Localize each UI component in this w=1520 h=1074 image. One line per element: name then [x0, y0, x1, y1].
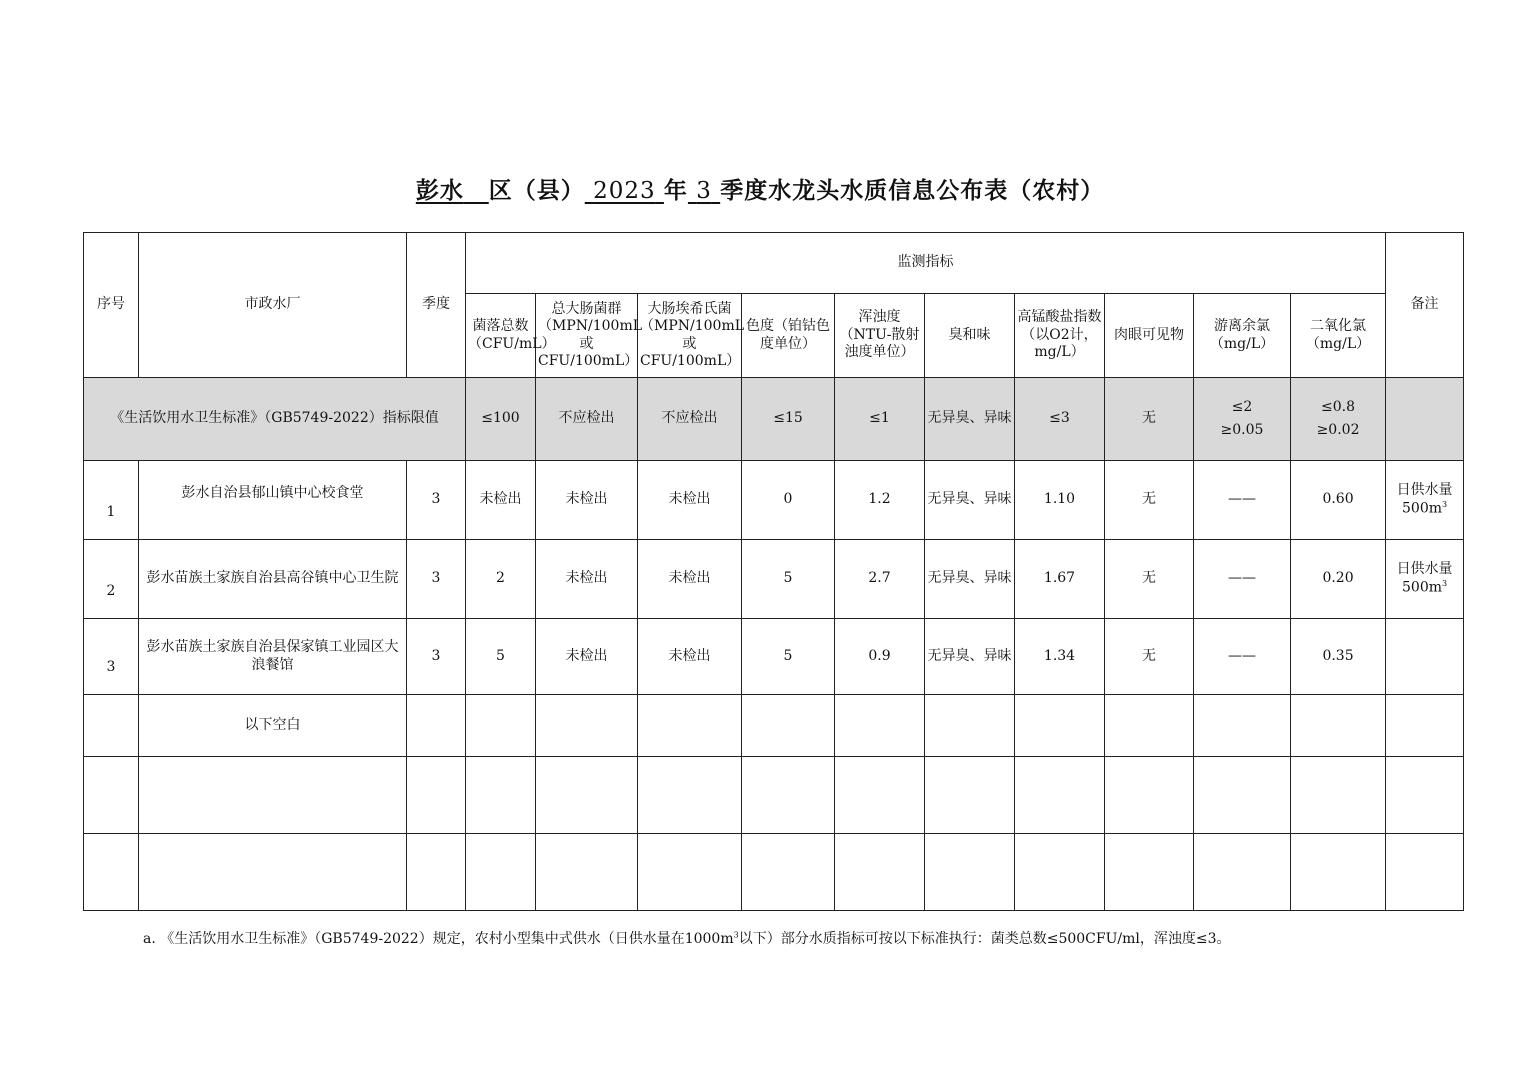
row-season: 3: [407, 540, 466, 619]
empty-cell: [139, 834, 407, 911]
header-indicator: 浑浊度（NTU-散射浊度单位）: [835, 294, 925, 378]
page-title: [0, 172, 1520, 205]
standard-free-chlorine: [1194, 378, 1291, 461]
empty-cell: [84, 757, 139, 834]
header-indicator: 菌落总数（CFU/mL）: [466, 294, 536, 378]
standard-chlorine-dioxide-max: ≤0.8: [1321, 398, 1356, 415]
empty-cell: [1386, 757, 1464, 834]
standard-chlorine-dioxide-min: ≥0.02: [1316, 422, 1360, 438]
footnote-text: a. 《生活饮用水卫生标准》（GB5749-2022）规定，农村小型集中式供水（日供水量在1000m: [143, 931, 734, 947]
row-plant-text: 彭水自治县郁山镇中心校食堂: [181, 485, 364, 502]
row-value: 5: [466, 619, 536, 695]
empty-cell: [835, 834, 925, 911]
title-quarter: 3: [696, 178, 712, 204]
header-seq: 序号: [84, 233, 139, 378]
header-indicator: 肉眼可见物: [1105, 294, 1194, 378]
header-indicator: 臭和味: [925, 294, 1015, 378]
title-part2: 年: [663, 177, 688, 204]
empty-cell: [466, 757, 536, 834]
empty-cell: [1015, 834, 1105, 911]
standard-value: ≤15: [742, 378, 835, 461]
empty-cell: [1291, 695, 1386, 757]
standard-chlorine-dioxide: [1291, 378, 1386, 461]
standard-value: ≤1: [835, 378, 925, 461]
table-row: [84, 619, 1464, 695]
table-row: [84, 540, 1464, 619]
footnote-text-end: 以下）部分水质指标可按以下标准执行：菌类总数≤500CFU/ml，浑浊度≤3。: [738, 931, 1231, 947]
header-remark: 备注: [1386, 233, 1464, 378]
row-value: ——: [1194, 461, 1291, 540]
empty-cell: [407, 695, 466, 757]
empty-cell: [742, 757, 835, 834]
row-value: 无: [1105, 540, 1194, 619]
standard-remark: [1386, 378, 1464, 461]
empty-cell: [84, 834, 139, 911]
standard-value: ≤100: [466, 378, 536, 461]
row-value: 0.20: [1291, 540, 1386, 619]
row-value: 未检出: [638, 540, 742, 619]
standard-free-chlorine-max: ≤2: [1231, 398, 1253, 415]
empty-cell: [1291, 757, 1386, 834]
empty-cell: [742, 834, 835, 911]
row-value: 未检出: [536, 619, 638, 695]
empty-cell: [1015, 695, 1105, 757]
row-value: 无异臭、异味: [925, 461, 1015, 540]
empty-row: [84, 757, 1464, 834]
title-year: 2023: [593, 178, 656, 204]
row-value: 无异臭、异味: [925, 619, 1015, 695]
water-quality-table: [83, 232, 1464, 911]
row-value: 0.9: [835, 619, 925, 695]
standard-value: ≤3: [1015, 378, 1105, 461]
empty-cell: [1105, 757, 1194, 834]
standard-free-chlorine-min: ≥0.05: [1220, 422, 1264, 438]
header-indicator: 色度（铂钴色度单位）: [742, 294, 835, 378]
superscript-3: 3: [1442, 499, 1448, 509]
row-remark-text: 日供水量500m: [1396, 482, 1453, 517]
row-value: 未检出: [638, 619, 742, 695]
empty-cell: [742, 695, 835, 757]
header-season: 季度: [407, 233, 466, 378]
title-part1: 区（县）: [488, 177, 585, 204]
header-monitor: 监测指标: [466, 233, 1386, 294]
header-indicator: 二氧化氯（mg/L）: [1291, 294, 1386, 378]
row-seq: 1: [84, 461, 139, 540]
row-value: 1.10: [1015, 461, 1105, 540]
empty-cell: [638, 834, 742, 911]
empty-cell: [407, 834, 466, 911]
empty-cell: [1105, 834, 1194, 911]
standard-value: 无: [1105, 378, 1194, 461]
empty-cell: [466, 834, 536, 911]
empty-cell: [638, 757, 742, 834]
header-indicator: 大肠埃希氏菌（MPN/100mL或CFU/100mL）: [638, 294, 742, 378]
empty-cell: [925, 757, 1015, 834]
standard-row: [84, 378, 1464, 461]
empty-cell: [1105, 695, 1194, 757]
header-plant: 市政水厂: [139, 233, 407, 378]
row-value: 无: [1105, 461, 1194, 540]
empty-cell: [466, 695, 536, 757]
row-value: 0.35: [1291, 619, 1386, 695]
row-value: 5: [742, 619, 835, 695]
row-value: 2: [466, 540, 536, 619]
row-value: 1.34: [1015, 619, 1105, 695]
row-value: 未检出: [466, 461, 536, 540]
empty-cell: [1291, 834, 1386, 911]
empty-row: [84, 834, 1464, 911]
row-remark: [1386, 540, 1464, 619]
row-value: 2.7: [835, 540, 925, 619]
row-remark: [1386, 619, 1464, 695]
row-season: 3: [407, 619, 466, 695]
row-value: 未检出: [536, 540, 638, 619]
standard-value: 无异臭、异味: [925, 378, 1015, 461]
row-value: 未检出: [638, 461, 742, 540]
title-district: 彭水: [415, 177, 464, 204]
empty-cell: [835, 757, 925, 834]
standard-label: 《生活饮用水卫生标准》（GB5749-2022）指标限值: [84, 378, 466, 461]
row-value: 1.2: [835, 461, 925, 540]
table-row: [84, 461, 1464, 540]
superscript-3: 3: [733, 930, 739, 940]
empty-cell: [835, 695, 925, 757]
row-seq: 3: [84, 619, 139, 695]
header-indicator: 高锰酸盐指数（以O2计，mg/L）: [1015, 294, 1105, 378]
empty-cell: [139, 757, 407, 834]
row-value: 1.67: [1015, 540, 1105, 619]
row-value: ——: [1194, 619, 1291, 695]
standard-value: 不应检出: [638, 378, 742, 461]
row-plant: 彭水苗族土家族自治县保家镇工业园区大浪餐馆: [139, 619, 407, 695]
row-season: 3: [407, 461, 466, 540]
header-row-1: [84, 233, 1464, 294]
row-remark-text: 日供水量500m: [1396, 561, 1453, 596]
blank-label: 以下空白: [139, 695, 407, 757]
header-indicator: 游离余氯（mg/L）: [1194, 294, 1291, 378]
row-value: 5: [742, 540, 835, 619]
row-value: ——: [1194, 540, 1291, 619]
empty-cell: [1194, 695, 1291, 757]
empty-cell: [1386, 695, 1464, 757]
title-part3: 季度水龙头水质信息公布表（农村）: [720, 177, 1105, 204]
row-seq: 2: [84, 540, 139, 619]
empty-cell: [536, 695, 638, 757]
empty-cell: [638, 695, 742, 757]
row-value: 无异臭、异味: [925, 540, 1015, 619]
standard-value: 不应检出: [536, 378, 638, 461]
row-value: 0: [742, 461, 835, 540]
empty-cell: [536, 834, 638, 911]
footnote: [143, 928, 1231, 948]
row-value: 无: [1105, 619, 1194, 695]
empty-cell: [925, 695, 1015, 757]
header-indicator: 总大肠菌群（MPN/100mL或CFU/100mL）: [536, 294, 638, 378]
empty-cell: [1386, 834, 1464, 911]
superscript-3: 3: [1442, 578, 1448, 588]
empty-cell: [84, 695, 139, 757]
row-remark: [1386, 461, 1464, 540]
empty-cell: [1194, 834, 1291, 911]
empty-cell: [407, 757, 466, 834]
row-plant: 彭水苗族土家族自治县高谷镇中心卫生院: [139, 540, 407, 619]
row-value: 0.60: [1291, 461, 1386, 540]
empty-cell: [1015, 757, 1105, 834]
blank-label-row: [84, 695, 1464, 757]
empty-cell: [925, 834, 1015, 911]
empty-cell: [536, 757, 638, 834]
empty-cell: [1194, 757, 1291, 834]
row-value: 未检出: [536, 461, 638, 540]
row-plant: [139, 461, 407, 540]
